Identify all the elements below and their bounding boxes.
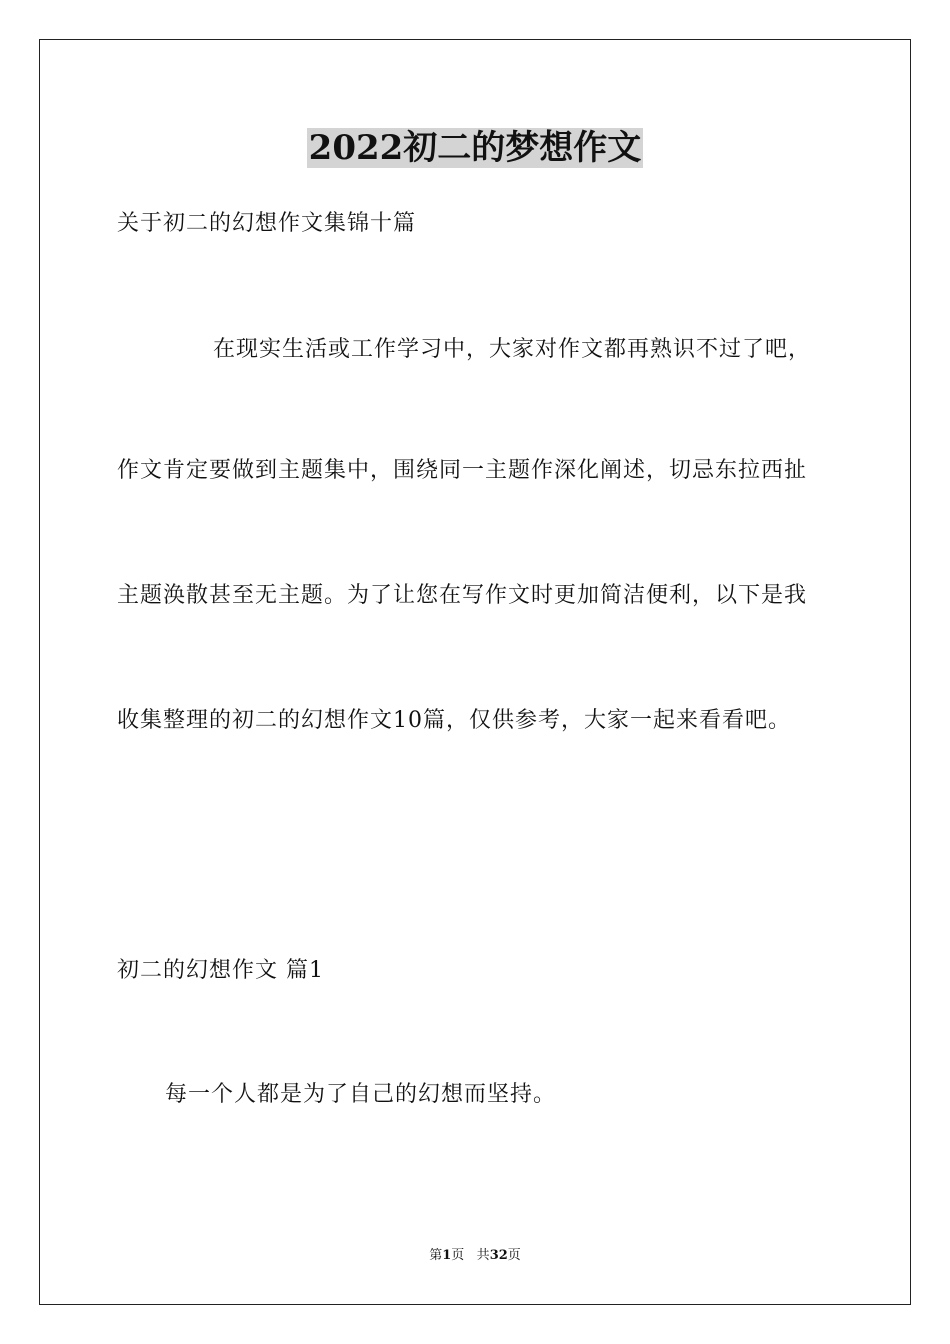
footer-page-suffix: 页 — [451, 1248, 465, 1263]
intro-line-4: 收集整理的初二的幻想作文10篇，仅供参考，大家一起来看看吧。 — [117, 708, 791, 733]
intro-line-3: 主题涣散甚至无主题。为了让您在写作文时更加简洁便利，以下是我 — [117, 583, 808, 608]
footer-page-prefix: 第 — [429, 1248, 443, 1263]
document-title — [0, 126, 950, 170]
section-heading: 初二的幻想作文 篇1 — [117, 958, 324, 983]
footer-total-suffix: 页 — [507, 1248, 521, 1263]
section-first-line: 每一个人都是为了自己的幻想而坚持。 — [165, 1082, 557, 1107]
footer-total-prefix: 共 — [476, 1248, 490, 1263]
page-footer — [0, 1247, 950, 1265]
intro-line-1: 在现实生活或工作学习中，大家对作文都再熟识不过了吧， — [213, 337, 812, 362]
footer-total-pages: 32 — [489, 1248, 508, 1263]
intro-line-2: 作文肯定要做到主题集中，围绕同一主题作深化阐述，切忌东拉西扯 — [117, 458, 808, 483]
document-subtitle: 关于初二的幻想作文集锦十篇 — [117, 211, 417, 236]
footer-page-number: 1 — [442, 1248, 452, 1263]
document-title-text: 2022初二的梦想作文 — [308, 128, 642, 168]
